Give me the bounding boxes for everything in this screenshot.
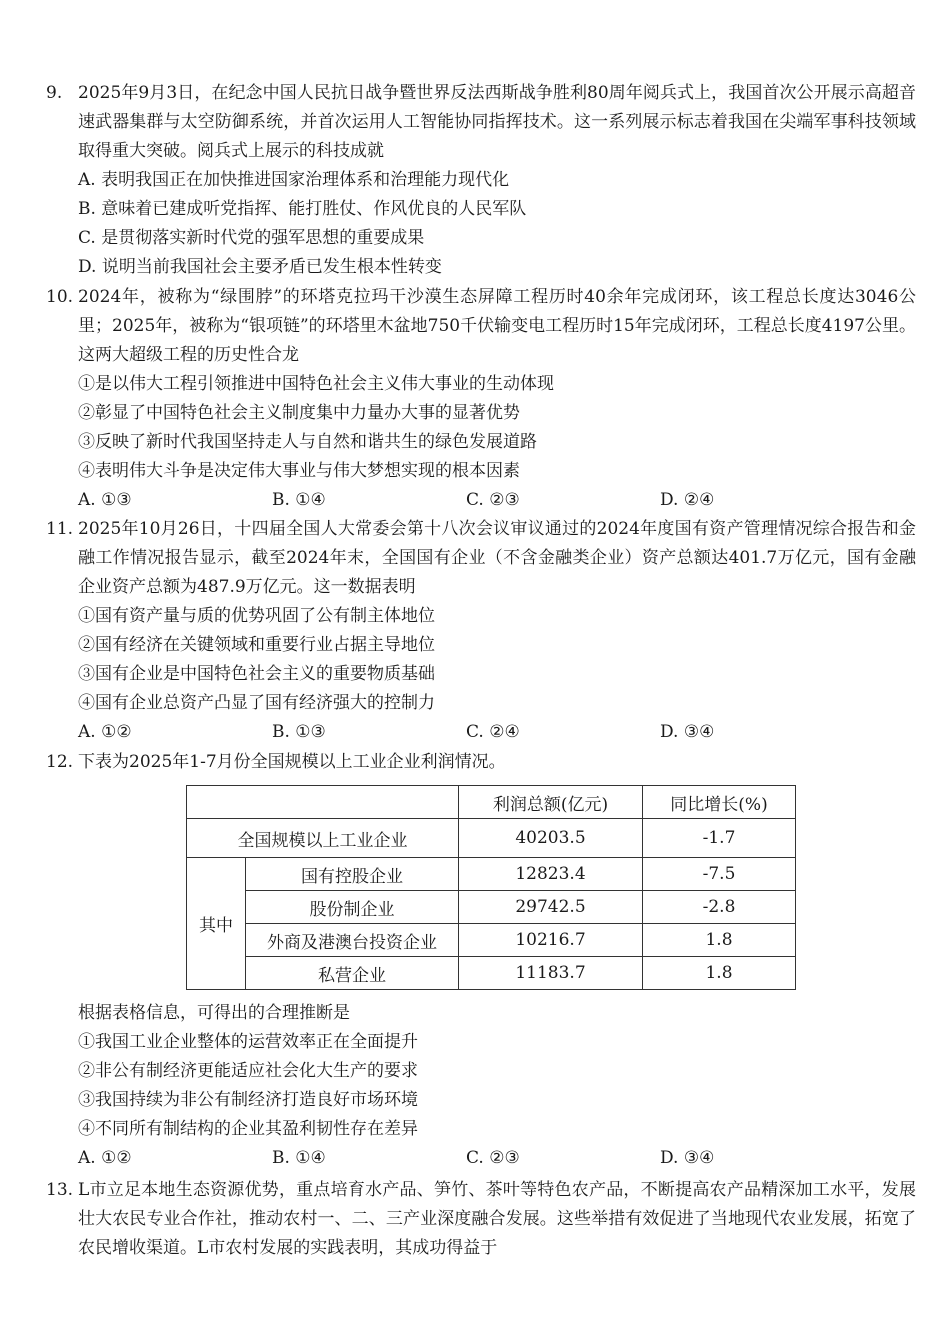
table-cell-profit: 11183.7 xyxy=(459,957,643,990)
table-cell-growth: -1.7 xyxy=(643,819,796,858)
question-10-stem xyxy=(46,283,916,370)
table-cell-growth: -2.8 xyxy=(643,891,796,924)
table-cell-profit: 40203.5 xyxy=(459,819,643,858)
table-cell-profit: 29742.5 xyxy=(459,891,643,924)
table-header-row xyxy=(187,786,796,819)
table-cell-growth: 1.8 xyxy=(643,924,796,957)
statement-2: ②国有经济在关键领域和重要行业占据主导地位 xyxy=(78,635,435,655)
choice-a: A. ①③ xyxy=(78,490,132,510)
statement-4: ④不同所有制结构的企业其盈利韧性存在差异 xyxy=(78,1119,418,1139)
question-12-body xyxy=(46,999,916,1173)
table-cell-label: 股份制企业 xyxy=(246,891,459,924)
table-header-growth: 同比增长(%) xyxy=(643,786,796,819)
question-text: 下表为2025年1-7月份全国规模以上工业企业利润情况。 xyxy=(78,752,506,772)
table-cell-label: 国有控股企业 xyxy=(246,858,459,891)
question-text: 2025年10月26日，十四届全国人大常委会第十八次会议审议通过的2024年度国有资产管理情况综合报告和金融工作情况报告显示，截至2024年末，全国国有企业（不含金融类企业）资产总额达401.7万亿元，国有金融企业资产总额为487.9万亿元。这一数据表明 xyxy=(78,519,916,597)
question-text: L市立足本地生态资源优势，重点培育水产品、笋竹、茶叶等特色农产品，不断提高农产品精深加工水平，发展壮大农民专业合作社，推动农村一、二、三产业深度融合发展。这些举措有效促进了当地现代农业发展，拓宽了农民增收渠道。L市农村发展的实践表明，其成功得益于 xyxy=(78,1180,916,1258)
answer-choices xyxy=(46,1144,916,1173)
question-number: 11. xyxy=(46,519,74,539)
table-cell-growth: 1.8 xyxy=(643,957,796,990)
table-group-label: 其中 xyxy=(187,858,246,990)
statement-4: ④国有企业总资产凸显了国有经济强大的控制力 xyxy=(78,693,435,713)
question-text: 2024年，被称为“绿围脖”的环塔克拉玛干沙漠生态屏障工程历时40余年完成闭环，该工程总长度达3046公里；2025年，被称为“银项链”的环塔里木盆地750千伏输变电工程历时15年完成闭环，工程总长度4197公里。这两大超级工程的历史性合龙 xyxy=(78,287,916,365)
choice-b: B. ①④ xyxy=(272,1148,326,1168)
statement-1: ①是以伟大工程引领推进中国特色社会主义伟大事业的生动体现 xyxy=(78,374,554,394)
question-11 xyxy=(46,515,916,747)
statement-1: ①国有资产量与质的优势巩固了公有制主体地位 xyxy=(78,606,435,626)
choice-d: D. ③④ xyxy=(660,1148,715,1168)
choice-b: B. ①③ xyxy=(272,722,326,742)
table-row xyxy=(187,924,796,957)
choice-b: B. ①④ xyxy=(272,490,326,510)
table-row xyxy=(187,858,796,891)
option-b: B. 意味着已建成听党指挥、能打胜仗、作风优良的人民军队 xyxy=(78,199,527,219)
question-text: 2025年9月3日，在纪念中国人民抗日战争暨世界反法西斯战争胜利80周年阅兵式上，我国首次公开展示高超音速武器集群与太空防御系统，并首次运用人工智能协同指挥技术。这一系列展示标志着我国在尖端军事科技领域取得重大突破。阅兵式上展示的科技成就 xyxy=(78,83,916,161)
table-row xyxy=(187,891,796,924)
question-12 xyxy=(46,748,916,777)
statement-2: ②彰显了中国特色社会主义制度集中力量办大事的显著优势 xyxy=(78,403,520,423)
table-cell-growth: -7.5 xyxy=(643,858,796,891)
question-number: 10. xyxy=(46,287,74,307)
statement-3: ③反映了新时代我国坚持走人与自然和谐共生的绿色发展道路 xyxy=(78,432,537,452)
table-cell-profit: 10216.7 xyxy=(459,924,643,957)
option-c: C. 是贯彻落实新时代党的强军思想的重要成果 xyxy=(78,228,425,248)
profit-table xyxy=(186,785,796,990)
option-d: D. 说明当前我国社会主要矛盾已发生根本性转变 xyxy=(78,257,442,277)
statement-4: ④表明伟大斗争是决定伟大事业与伟大梦想实现的根本因素 xyxy=(78,461,520,481)
statement-1: ①我国工业企业整体的运营效率正在全面提升 xyxy=(78,1032,418,1052)
table-row xyxy=(187,819,796,858)
question-number: 13. xyxy=(46,1180,74,1200)
choice-a: A. ①② xyxy=(78,722,132,742)
choice-c: C. ②④ xyxy=(466,722,520,742)
answer-choices xyxy=(46,486,916,515)
choice-d: D. ③④ xyxy=(660,722,715,742)
choice-c: C. ②③ xyxy=(466,1148,520,1168)
question-13-stem xyxy=(46,1176,916,1263)
question-10 xyxy=(46,283,916,515)
question-12-prompt: 根据表格信息，可得出的合理推断是 xyxy=(78,1003,350,1023)
table-header-profit: 利润总额(亿元) xyxy=(459,786,643,819)
question-number: 9. xyxy=(46,83,63,103)
question-11-stem xyxy=(46,515,916,602)
table-cell-profit: 12823.4 xyxy=(459,858,643,891)
option-a: A. 表明我国正在加快推进国家治理体系和治理能力现代化 xyxy=(78,170,510,190)
table-cell-label: 私营企业 xyxy=(246,957,459,990)
question-9 xyxy=(46,79,916,282)
statement-3: ③国有企业是中国特色社会主义的重要物质基础 xyxy=(78,664,435,684)
table-cell-label: 全国规模以上工业企业 xyxy=(187,819,459,858)
question-13 xyxy=(46,1176,916,1263)
statement-2: ②非公有制经济更能适应社会化大生产的要求 xyxy=(78,1061,418,1081)
choice-d: D. ②④ xyxy=(660,490,715,510)
table-row xyxy=(187,957,796,990)
answer-choices xyxy=(46,718,916,747)
question-9-stem xyxy=(46,79,916,166)
choice-a: A. ①② xyxy=(78,1148,132,1168)
choice-c: C. ②③ xyxy=(466,490,520,510)
question-12-stem xyxy=(46,748,916,777)
table-cell-label: 外商及港澳台投资企业 xyxy=(246,924,459,957)
table-header-empty xyxy=(187,786,459,819)
question-number: 12. xyxy=(46,752,74,772)
statement-3: ③我国持续为非公有制经济打造良好市场环境 xyxy=(78,1090,418,1110)
